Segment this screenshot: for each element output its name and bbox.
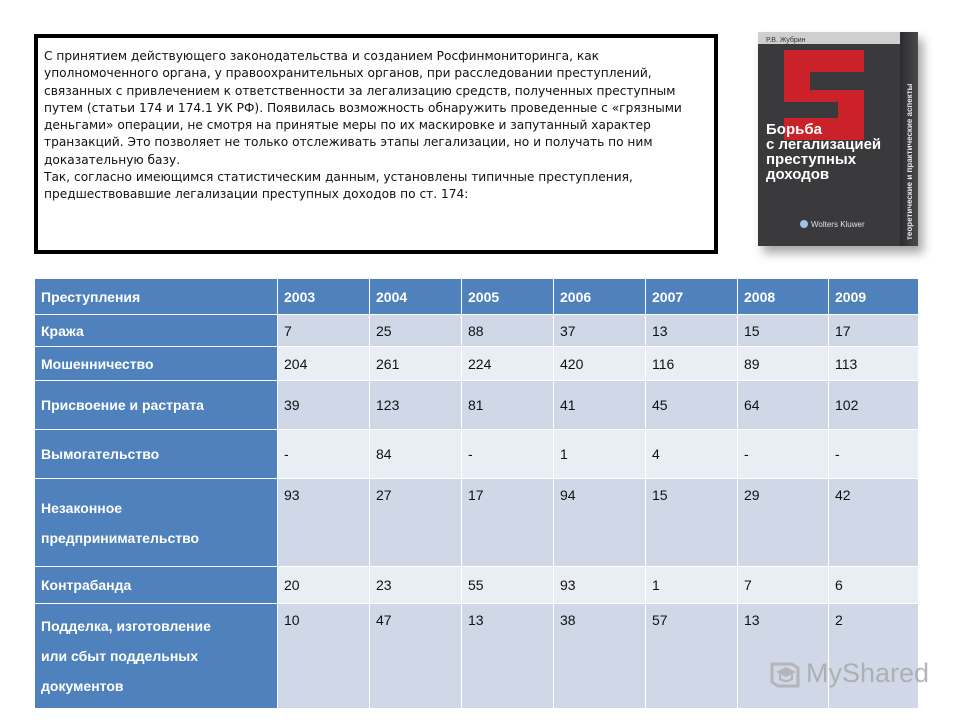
table-cell: 17 [462,479,554,567]
table-cell: 116 [646,347,738,381]
publisher-logo-icon [800,220,808,228]
table-cell: 261 [370,347,462,381]
table-cell: - [278,430,370,479]
table-cell: 113 [829,347,919,381]
table-cell: 57 [646,604,738,709]
table-cell: 1 [646,567,738,604]
book-author: Р.В. Жубрин [766,37,806,44]
header-year: 2008 [738,279,829,315]
row-label-line: предпринимательство [41,529,200,546]
table-cell: 45 [646,381,738,430]
table-cell: 37 [554,315,646,347]
table-cell: 94 [554,479,646,567]
header-year: 2007 [646,279,738,315]
book-cover-image [744,28,930,252]
table-cell: 89 [738,347,829,381]
header-year: 2004 [370,279,462,315]
table-cell: 23 [370,567,462,604]
table-cell: 7 [738,567,829,604]
table-cell: 27 [370,479,462,567]
table-cell: 93 [554,567,646,604]
table-cell: 10 [278,604,370,709]
table-row [35,315,919,347]
table-cell: 88 [462,315,554,347]
table-cell: 47 [370,604,462,709]
row-label: Контрабанда [35,567,278,604]
table-cell: 64 [738,381,829,430]
row-label: Присвоение и растрата [35,381,278,430]
table-header-row [35,279,919,315]
intro-text-box [34,34,718,254]
table-cell: 2 [829,604,919,709]
table-cell: 81 [462,381,554,430]
table-cell: 13 [462,604,554,709]
book-title-line-3: преступных [766,151,857,168]
book-spine-text: теоретические и практические аспекты [905,83,914,240]
table-cell: 224 [462,347,554,381]
table-cell: 17 [829,315,919,347]
table-cell: 41 [554,381,646,430]
table-cell: 123 [370,381,462,430]
table-cell: 13 [738,604,829,709]
header-year: 2009 [829,279,919,315]
intro-paragraph-1: С принятием действующего законодательства и созданием Росфинмониторинга, как уполномоченного органа, у правоохранительных органов, при расследовании преступлений, связанных с привлечением к ответственности за легализацию средств, полученных преступным путем (статьи 174 и 174.1 УК РФ). Появилась возможность обнаружить проведенные с «грязными деньгами» операции, не смотря на принятые меры по их маскировке и запутанный характер транзакций. Это позволяет не только отслеживать этапы легализации, но и получать по ним доказательную базу. [44,49,682,167]
book-publisher: Wolters Kluwer [811,220,865,229]
table-cell: 6 [829,567,919,604]
row-label-line: или сбыт поддельных [41,648,199,664]
table-cell: 29 [738,479,829,567]
row-label: Вымогательство [35,430,278,479]
table-cell: 15 [646,479,738,567]
table-cell: 42 [829,479,919,567]
row-label-line: Подделка, изготовление [41,618,211,634]
table-row [35,567,919,604]
book-title-line-1: Борьба [766,121,822,138]
table-cell: 84 [370,430,462,479]
table-cell: - [829,430,919,479]
row-label [35,604,278,709]
table-cell: 4 [646,430,738,479]
table-cell: 1 [554,430,646,479]
table-cell: 15 [738,315,829,347]
row-label-line: документов [41,678,124,694]
table-cell: 204 [278,347,370,381]
table-cell: 102 [829,381,919,430]
mortarboard-icon [768,656,802,690]
table-cell: 25 [370,315,462,347]
table-cell: 39 [278,381,370,430]
row-label [35,479,278,567]
table-cell: - [462,430,554,479]
header-year: 2003 [278,279,370,315]
row-label: Мошенничество [35,347,278,381]
table-row [35,381,919,430]
table-cell: 38 [554,604,646,709]
watermark [768,656,928,696]
header-crimes: Преступления [35,279,278,315]
row-label: Кража [35,315,278,347]
table-row [35,430,919,479]
table-cell: 55 [462,567,554,604]
table-cell: 93 [278,479,370,567]
table-row [35,479,919,567]
header-year: 2005 [462,279,554,315]
book-title-line-2: с легализацией [766,136,882,153]
table-cell: 20 [278,567,370,604]
watermark-text: MyShared [806,658,930,688]
row-label-line: Незаконное [41,499,123,516]
table-cell: 7 [278,315,370,347]
table-cell: - [738,430,829,479]
crime-statistics-table [34,278,919,709]
table-row [35,347,919,381]
intro-paragraph-2: Так, согласно имеющимся статистическим данным, установлены типичные преступления, предшествовавшие легализации преступных доходов по ст. 174: [44,170,633,202]
header-year: 2006 [554,279,646,315]
book-title-line-4: доходов [766,166,830,183]
table-cell: 13 [646,315,738,347]
table-cell: 420 [554,347,646,381]
